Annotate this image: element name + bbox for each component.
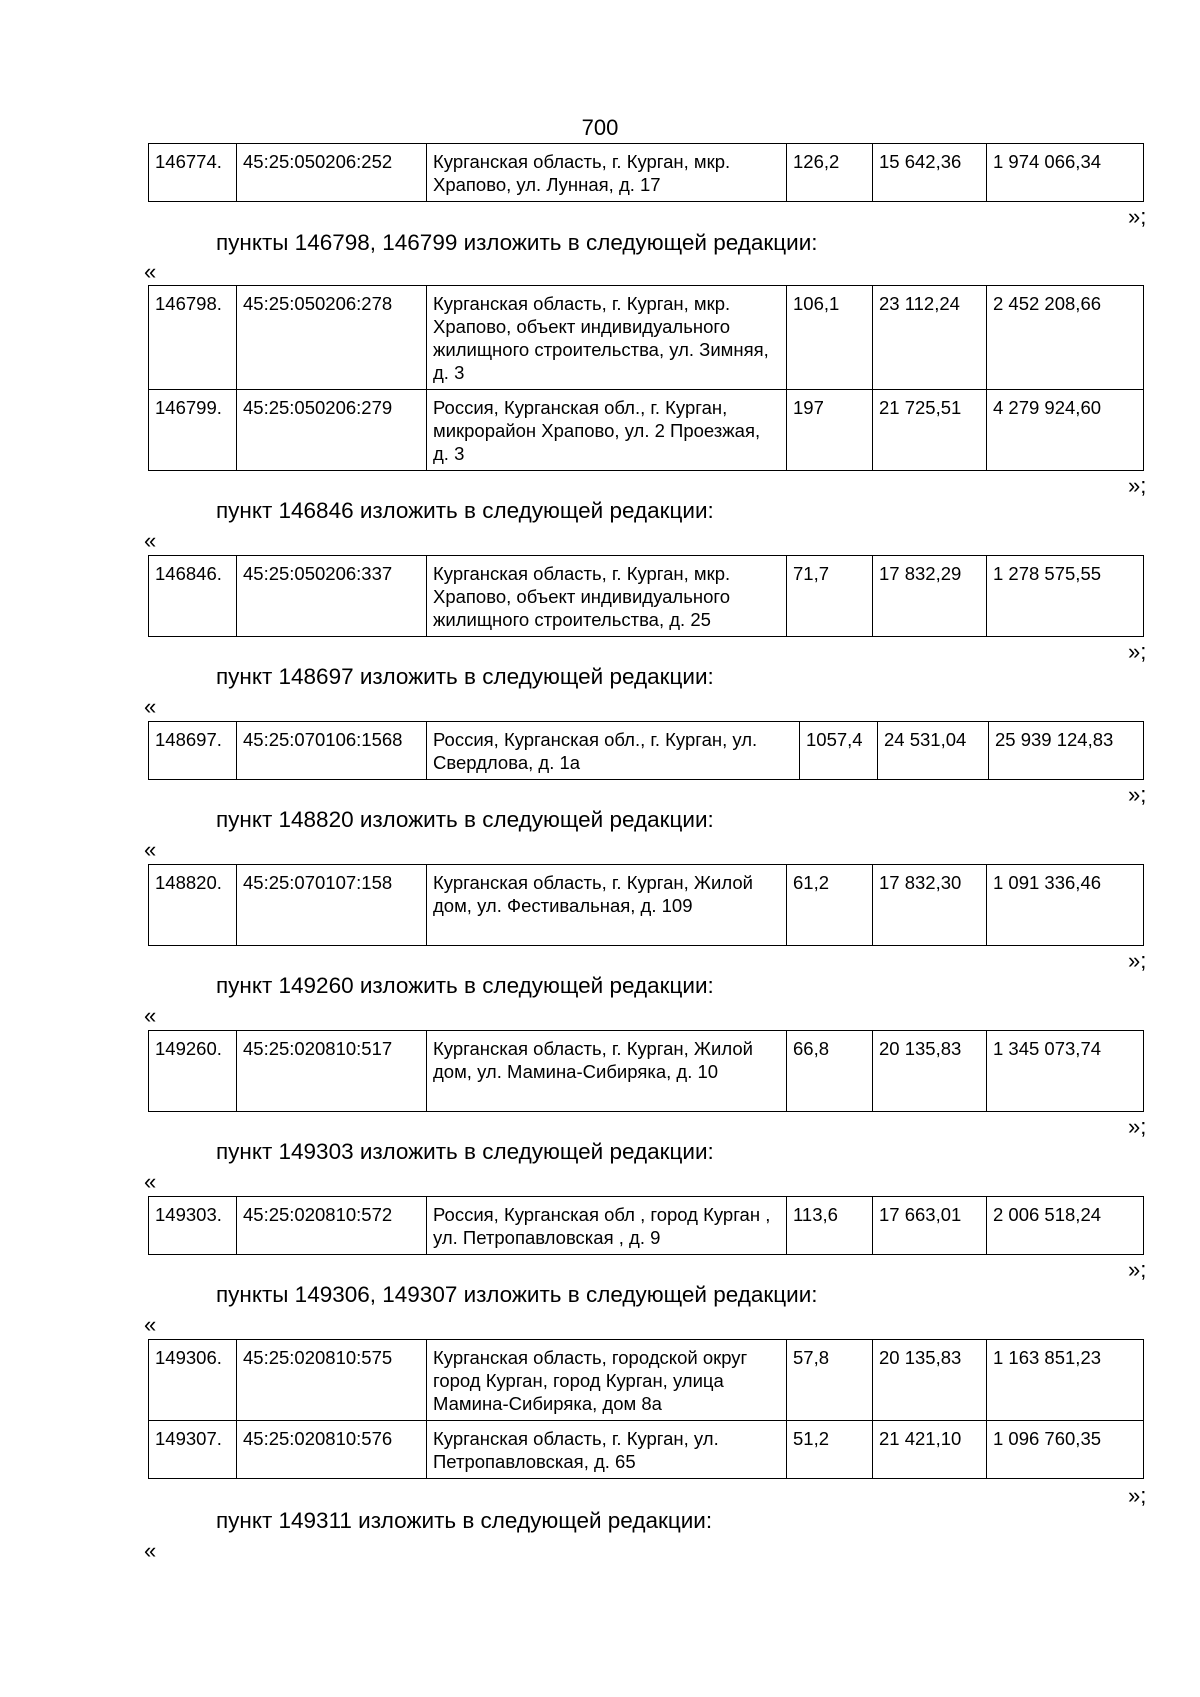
- cell-cadastral-value: 1 163 851,23: [987, 1340, 1144, 1421]
- cell-cadastral-number: 45:25:050206:337: [237, 556, 427, 637]
- cell-specific-value: 20 135,83: [873, 1031, 987, 1112]
- table-row: [149, 1421, 1144, 1479]
- cell-address: Курганская область, г. Курган, Жилой дом, ул. Мамина-Сибиряка, д. 10: [427, 1031, 787, 1112]
- closing-quote: »;: [1128, 948, 1147, 973]
- cell-item-number: 149303.: [149, 1197, 237, 1255]
- cell-area: 126,2: [787, 144, 873, 202]
- cell-item-number: 146798.: [149, 286, 237, 390]
- amendment-instruction: пункт 149303 изложить в следующей редакции:: [216, 1139, 714, 1164]
- cell-address: Курганская область, г. Курган, мкр. Храпово, объект индивидуального жилищного строительства, д. 25: [427, 556, 787, 637]
- table-row: [149, 1031, 1144, 1112]
- closing-quote: »;: [1128, 1257, 1147, 1282]
- cell-cadastral-number: 45:25:070107:158: [237, 865, 427, 946]
- cell-cadastral-number: 45:25:070106:1568: [237, 722, 427, 780]
- opening-quote: «: [144, 694, 157, 719]
- cell-cadastral-value: 1 974 066,34: [987, 144, 1144, 202]
- cell-cadastral-value: 2 006 518,24: [987, 1197, 1144, 1255]
- table-row: [149, 390, 1144, 471]
- cell-cadastral-number: 45:25:020810:517: [237, 1031, 427, 1112]
- opening-quote: «: [144, 1169, 157, 1194]
- opening-quote: «: [144, 259, 157, 284]
- cell-cadastral-number: 45:25:020810:572: [237, 1197, 427, 1255]
- cell-area: 197: [787, 390, 873, 471]
- cell-item-number: 146774.: [149, 144, 237, 202]
- cell-item-number: 149307.: [149, 1421, 237, 1479]
- table-row: [149, 1197, 1144, 1255]
- cell-address: Россия, Курганская обл., г. Курган, ул. Свердлова, д. 1а: [427, 722, 800, 780]
- cell-address: Курганская область, г. Курган, мкр. Храпово, объект индивидуального жилищного строительства, ул. Зимняя, д. 3: [427, 286, 787, 390]
- closing-quote: »;: [1128, 782, 1147, 807]
- amendment-instruction: пункты 149306, 149307 изложить в следующей редакции:: [216, 1282, 818, 1307]
- cell-address: Курганская область, г. Курган, Жилой дом, ул. Фестивальная, д. 109: [427, 865, 787, 946]
- opening-quote: «: [144, 1538, 157, 1563]
- cell-cadastral-number: 45:25:050206:252: [237, 144, 427, 202]
- amendment-instruction: пункт 148820 изложить в следующей редакции:: [216, 807, 714, 832]
- cell-cadastral-number: 45:25:050206:279: [237, 390, 427, 471]
- cell-item-number: 149306.: [149, 1340, 237, 1421]
- amendment-instruction: пункт 149311 изложить в следующей редакции:: [216, 1508, 713, 1533]
- opening-quote: «: [144, 1312, 157, 1337]
- cell-specific-value: 23 112,24: [873, 286, 987, 390]
- cell-specific-value: 21 725,51: [873, 390, 987, 471]
- cell-address: Курганская область, г. Курган, мкр. Храпово, ул. Лунная, д. 17: [427, 144, 787, 202]
- cell-area: 113,6: [787, 1197, 873, 1255]
- cell-address: Курганская область, городской округ город Курган, город Курган, улица Мамина-Сибиряка, дом 8а: [427, 1340, 787, 1421]
- registry-table: [148, 1196, 1144, 1255]
- cell-area: 66,8: [787, 1031, 873, 1112]
- page-number: 700: [581, 115, 619, 140]
- cell-area: 71,7: [787, 556, 873, 637]
- registry-table: [148, 721, 1144, 780]
- cell-area: 106,1: [787, 286, 873, 390]
- cell-cadastral-number: 45:25:020810:575: [237, 1340, 427, 1421]
- registry-table: [148, 285, 1144, 471]
- registry-table: [148, 1339, 1144, 1479]
- cell-address: Россия, Курганская обл., г. Курган, микрорайон Храпово, ул. 2 Проезжая, д. 3: [427, 390, 787, 471]
- cell-area: 1057,4: [800, 722, 878, 780]
- cell-area: 57,8: [787, 1340, 873, 1421]
- cell-cadastral-value: 2 452 208,66: [987, 286, 1144, 390]
- closing-quote: »;: [1128, 473, 1147, 498]
- table-row: [149, 1340, 1144, 1421]
- cell-item-number: 149260.: [149, 1031, 237, 1112]
- registry-table: [148, 1030, 1144, 1112]
- registry-table: [148, 143, 1144, 202]
- closing-quote: »;: [1128, 1483, 1147, 1508]
- cell-specific-value: 21 421,10: [873, 1421, 987, 1479]
- opening-quote: «: [144, 837, 157, 862]
- amendment-instruction: пункты 146798, 146799 изложить в следующей редакции:: [216, 230, 818, 255]
- registry-table: [148, 864, 1144, 946]
- cell-specific-value: 17 663,01: [873, 1197, 987, 1255]
- cell-cadastral-value: 1 096 760,35: [987, 1421, 1144, 1479]
- cell-address: Россия, Курганская обл , город Курган , ул. Петропавловская , д. 9: [427, 1197, 787, 1255]
- amendment-instruction: пункт 149260 изложить в следующей редакции:: [216, 973, 714, 998]
- closing-quote: »;: [1128, 639, 1147, 664]
- closing-quote: »;: [1128, 204, 1147, 229]
- cell-cadastral-value: 1 345 073,74: [987, 1031, 1144, 1112]
- opening-quote: «: [144, 1003, 157, 1028]
- cell-item-number: 146846.: [149, 556, 237, 637]
- cell-specific-value: 17 832,30: [873, 865, 987, 946]
- cell-specific-value: 15 642,36: [873, 144, 987, 202]
- amendment-instruction: пункт 148697 изложить в следующей редакции:: [216, 664, 714, 689]
- cell-cadastral-number: 45:25:020810:576: [237, 1421, 427, 1479]
- cell-item-number: 148697.: [149, 722, 237, 780]
- cell-specific-value: 17 832,29: [873, 556, 987, 637]
- cell-area: 61,2: [787, 865, 873, 946]
- cell-cadastral-value: 1 091 336,46: [987, 865, 1144, 946]
- registry-table: [148, 555, 1144, 637]
- table-row: [149, 556, 1144, 637]
- table-row: [149, 144, 1144, 202]
- opening-quote: «: [144, 528, 157, 553]
- cell-address: Курганская область, г. Курган, ул. Петропавловская, д. 65: [427, 1421, 787, 1479]
- table-row: [149, 865, 1144, 946]
- cell-cadastral-value: 1 278 575,55: [987, 556, 1144, 637]
- closing-quote: »;: [1128, 1114, 1147, 1139]
- amendment-instruction: пункт 146846 изложить в следующей редакции:: [216, 498, 714, 523]
- table-row: [149, 286, 1144, 390]
- cell-item-number: 148820.: [149, 865, 237, 946]
- cell-cadastral-value: 25 939 124,83: [989, 722, 1144, 780]
- cell-specific-value: 24 531,04: [878, 722, 989, 780]
- cell-cadastral-number: 45:25:050206:278: [237, 286, 427, 390]
- cell-cadastral-value: 4 279 924,60: [987, 390, 1144, 471]
- table-row: [149, 722, 1144, 780]
- cell-specific-value: 20 135,83: [873, 1340, 987, 1421]
- cell-item-number: 146799.: [149, 390, 237, 471]
- cell-area: 51,2: [787, 1421, 873, 1479]
